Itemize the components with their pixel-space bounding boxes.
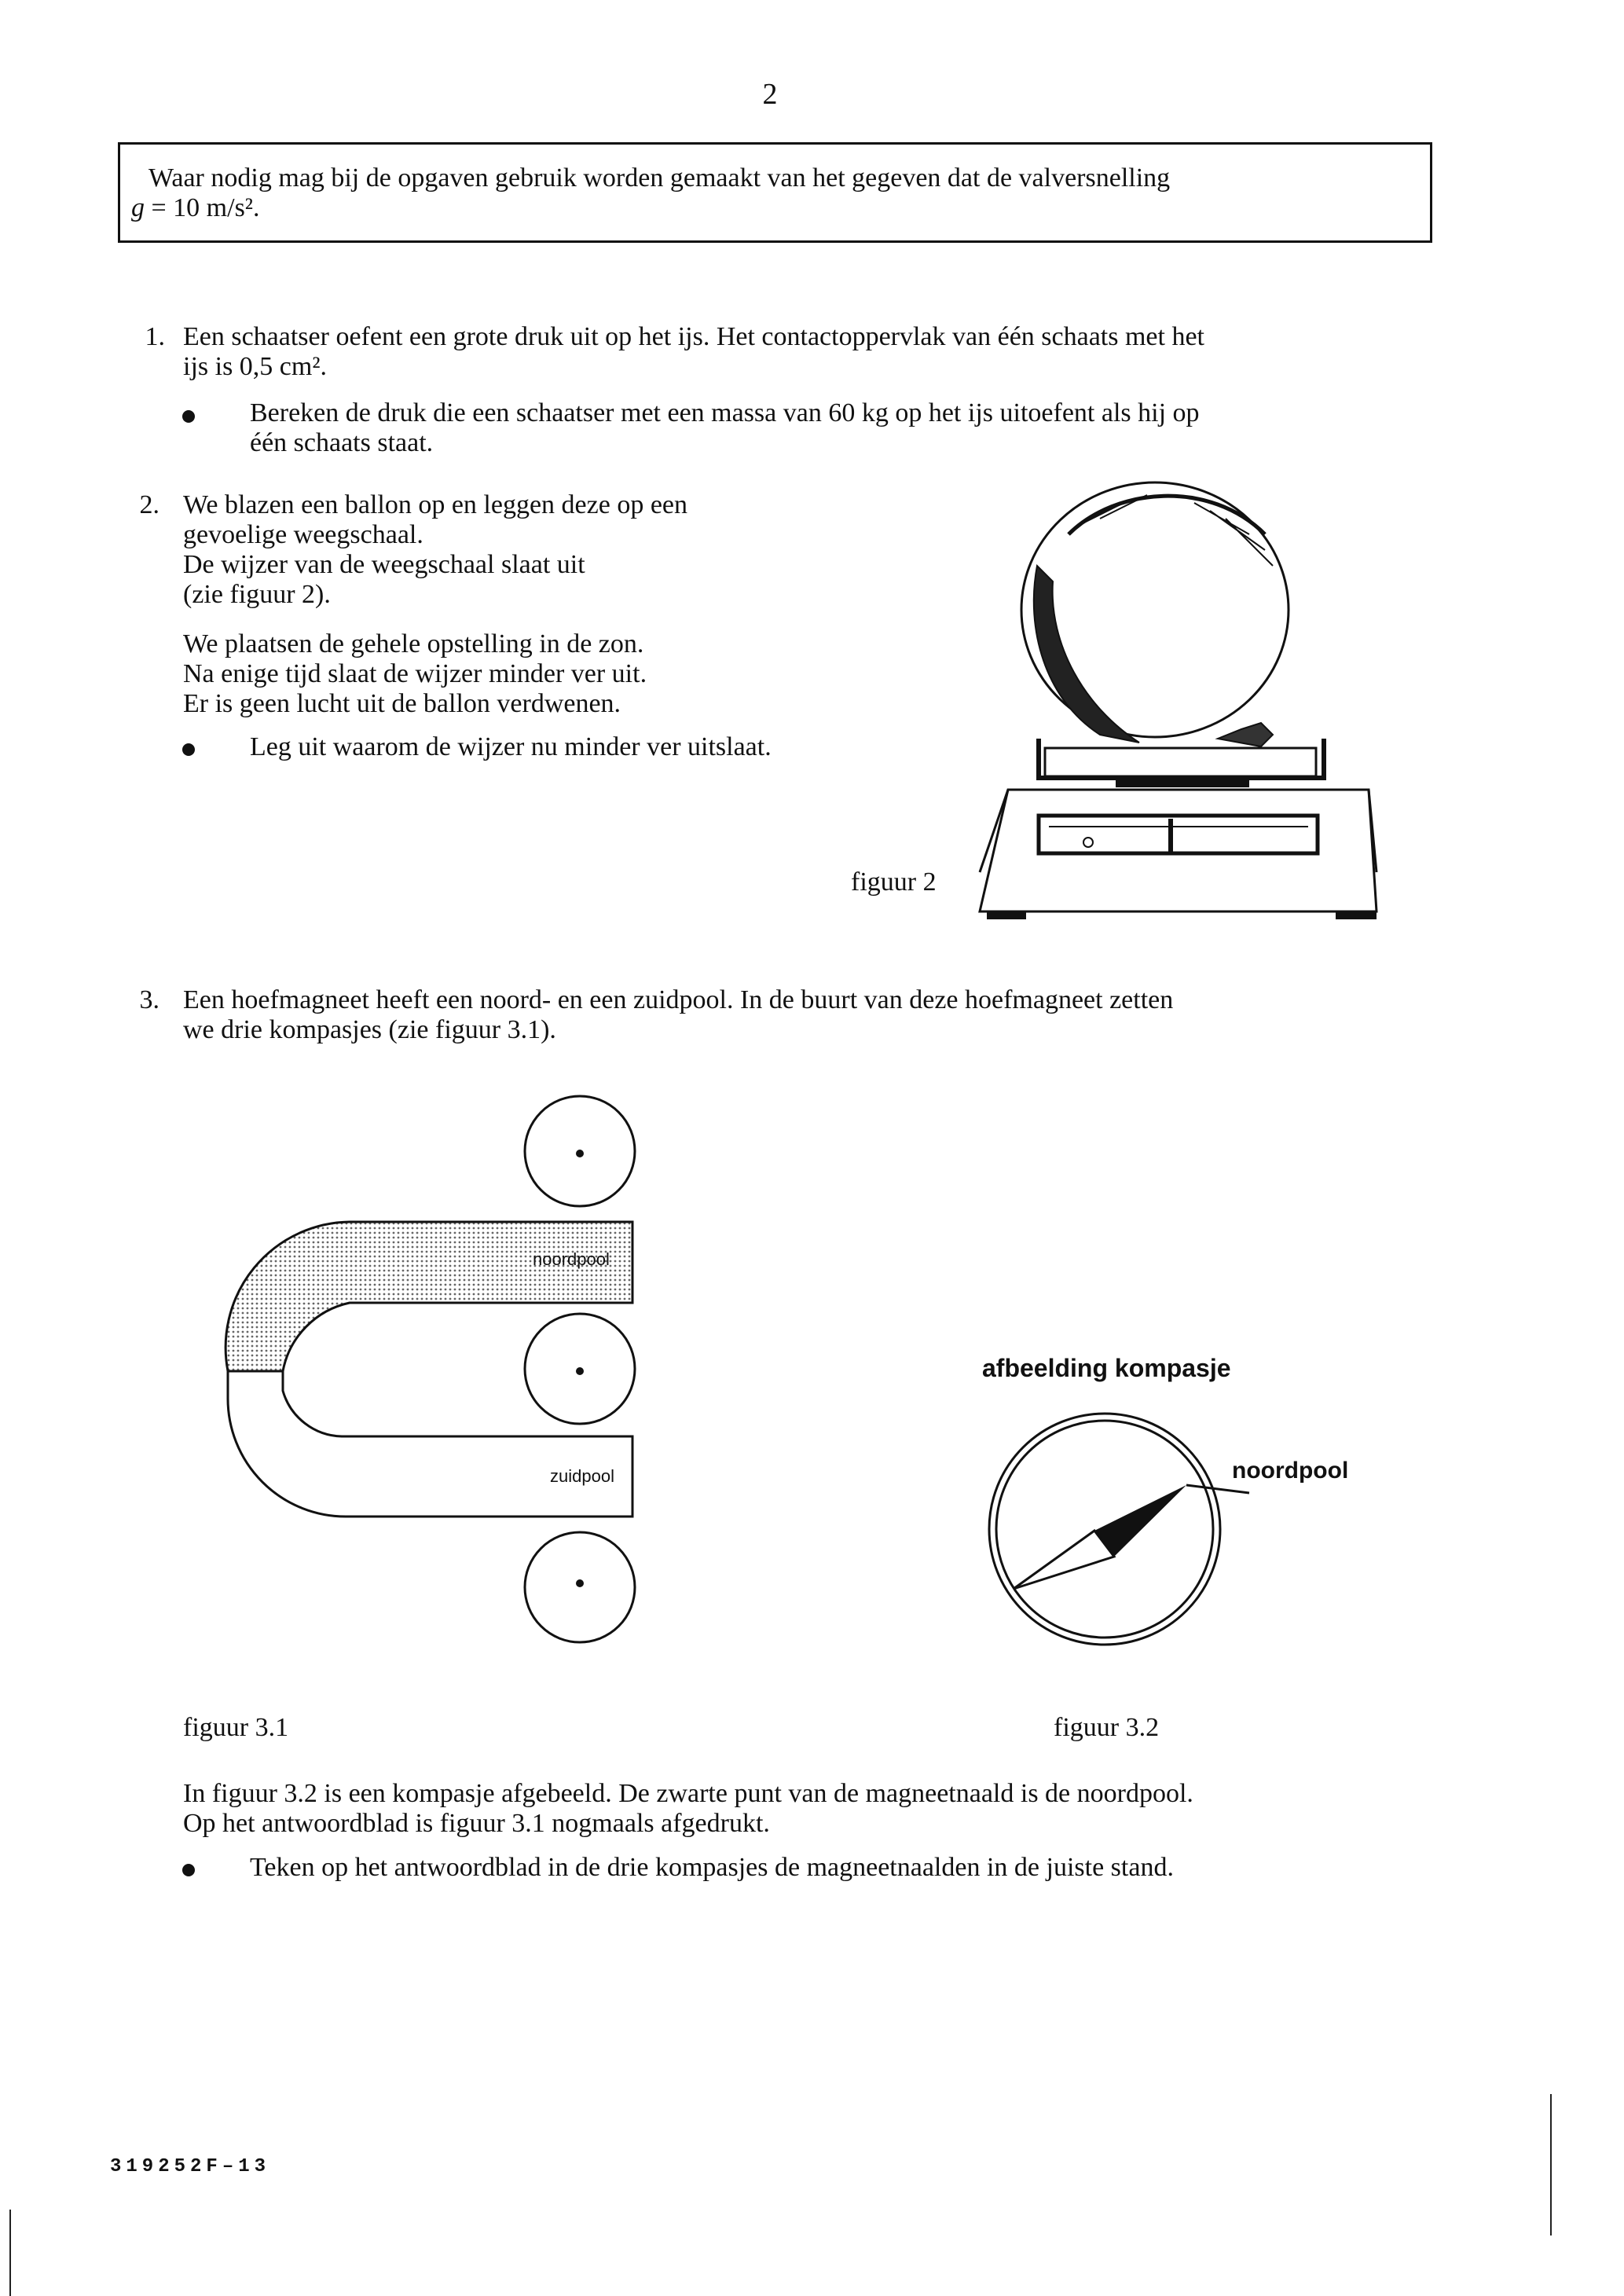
q3-number: 3. — [139, 985, 159, 1014]
instruction-line-2-value: = 10 m/s². — [151, 193, 260, 222]
instruction-line-1: Waar nodig mag bij de opgaven gebruik worden gemaakt van het gegeven dat de valversnelling — [148, 163, 1171, 193]
margin-mark-left — [9, 2210, 11, 2296]
figure-2-caption: figuur 2 — [851, 867, 937, 897]
page-number: 2 — [762, 78, 778, 111]
compass-illustration-title: afbeelding kompasje — [982, 1354, 1231, 1382]
q2-line-4: (zie figuur 2). — [183, 580, 331, 609]
q3-body-line-1: In figuur 3.2 is een kompasje afgebeeld. De zwarte punt van de magneetnaald is de noordpool. — [183, 1779, 1193, 1808]
q1-task-line-2: één schaats staat. — [250, 428, 434, 457]
q3-bullet — [182, 1864, 195, 1876]
q1-task-line-1: Bereken de druk die een schaatser met een massa van 60 kg op het ijs uitoefent als hij op — [250, 398, 1200, 427]
q3-line-2: we drie kompasjes (zie figuur 3.1). — [183, 1015, 556, 1044]
q1-line-2: ijs is 0,5 cm². — [183, 352, 328, 381]
q2-line-7: Er is geen lucht uit de ballon verdwenen. — [183, 689, 621, 718]
q2-line-1: We blazen een ballon op en leggen deze op een — [183, 490, 688, 519]
q2-line-2: gevoelige weegschaal. — [183, 520, 423, 549]
q2-line-6: Na enige tijd slaat de wijzer minder ver uit. — [183, 659, 647, 688]
document-code: 319252F–13 — [110, 2156, 271, 2177]
margin-mark-right — [1550, 2094, 1552, 2235]
q3-task: Teken op het antwoordblad in de drie kompasjes de magneetnaalden in de juiste stand. — [250, 1853, 1174, 1882]
q2-number: 2. — [139, 490, 159, 519]
label-noordpool-compass: noordpool — [1232, 1458, 1349, 1484]
label-noordpool-magnet: noordpool — [533, 1249, 610, 1269]
q2-line-5: We plaatsen de gehele opstelling in de zon. — [183, 629, 644, 658]
q1-number: 1. — [145, 322, 165, 351]
q3-line-1: Een hoefmagneet heeft een noord- en een zuidpool. In de buurt van deze hoefmagneet zetten — [183, 985, 1174, 1014]
q2-line-3: De wijzer van de weegschaal slaat uit — [183, 550, 585, 579]
q3-body-line-2: Op het antwoordblad is figuur 3.1 nogmaals afgedrukt. — [183, 1809, 770, 1838]
q2-task: Leg uit waarom de wijzer nu minder ver uitslaat. — [250, 732, 772, 761]
label-zuidpool-magnet: zuidpool — [550, 1466, 614, 1486]
g-symbol: g — [131, 193, 145, 222]
compass-large — [989, 1414, 1249, 1645]
q1-line-1: Een schaatser oefent een grote druk uit op het ijs. Het contactoppervlak van één schaats met het — [183, 322, 1205, 351]
figure-3-2-caption: figuur 3.2 — [1054, 1713, 1160, 1742]
figure-3-1-caption: figuur 3.1 — [183, 1713, 289, 1742]
